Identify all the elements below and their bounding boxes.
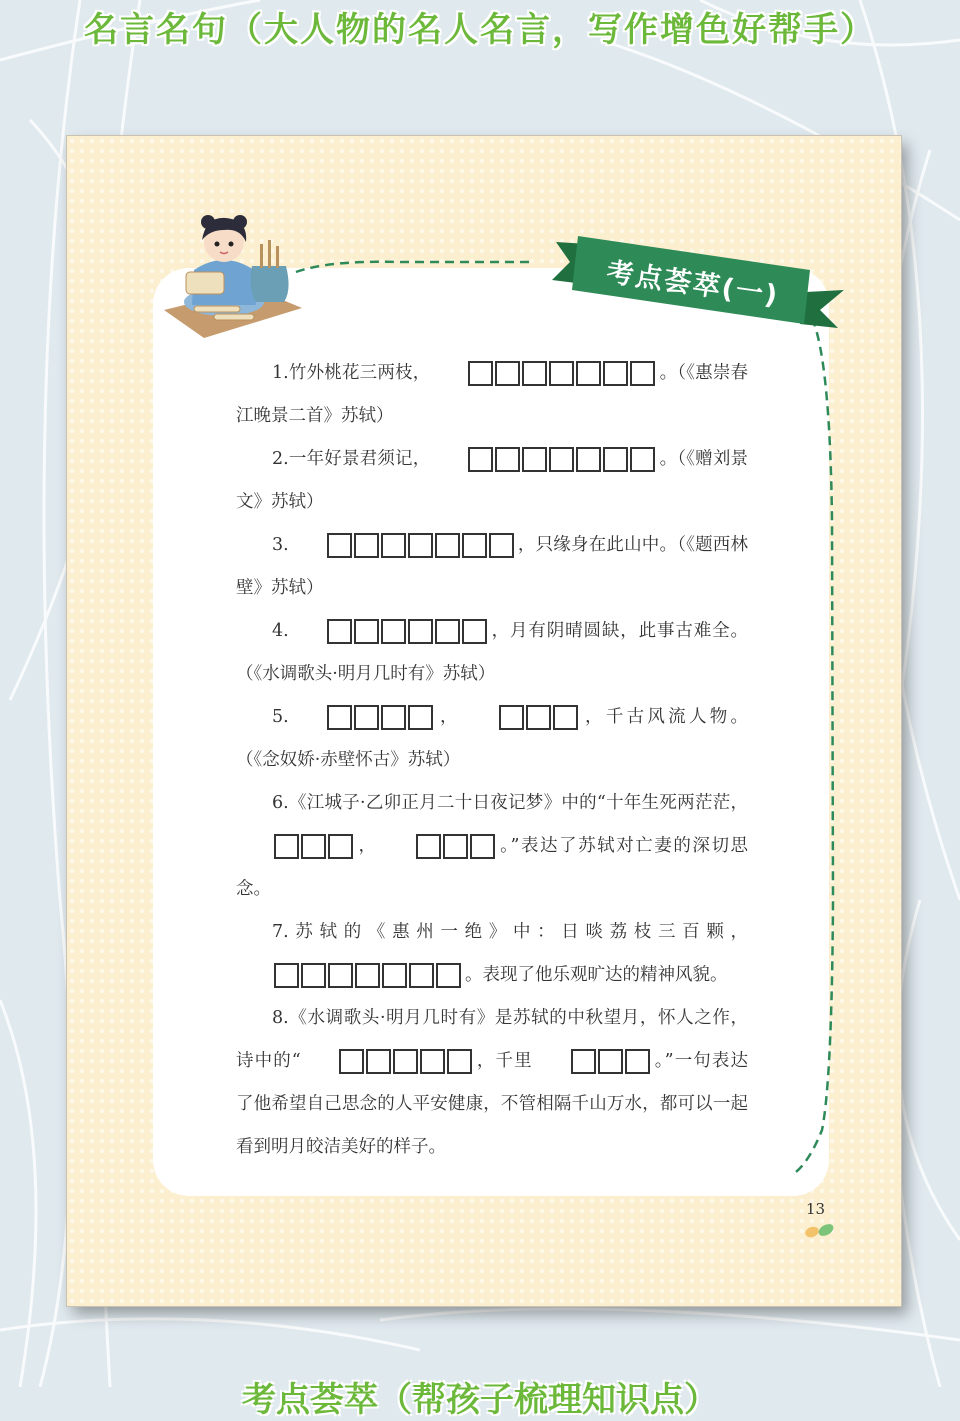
answer-box[interactable]	[409, 963, 434, 988]
answer-boxes[interactable]	[238, 834, 355, 859]
answer-box[interactable]	[447, 1049, 472, 1074]
answer-box[interactable]	[462, 533, 487, 558]
question-text-after: ，千古风流人物。（《念奴娇·赤壁怀古》苏轼）	[236, 707, 749, 770]
question-item	[236, 524, 748, 610]
answer-box[interactable]	[354, 533, 379, 558]
answer-box[interactable]	[576, 447, 601, 472]
leaf-icon	[800, 1218, 840, 1242]
question-number: 6.	[272, 793, 289, 813]
answer-box[interactable]	[274, 834, 299, 859]
answer-box[interactable]	[327, 705, 352, 730]
answer-box[interactable]	[495, 361, 520, 386]
answer-box[interactable]	[381, 619, 406, 644]
question-number: 5.	[272, 707, 289, 727]
answer-boxes[interactable]	[303, 1049, 474, 1074]
answer-box[interactable]	[553, 705, 578, 730]
question-number: 7.	[272, 922, 289, 942]
answer-box[interactable]	[339, 1049, 364, 1074]
answer-box[interactable]	[274, 963, 299, 988]
answer-box[interactable]	[462, 619, 487, 644]
answer-box[interactable]	[355, 963, 380, 988]
question-number: 2.	[272, 449, 289, 469]
question-text-before: 《江城子·乙卯正月二十日夜记梦》中的“十年生死两茫茫，	[288, 793, 748, 813]
question-text-middle: ，千里	[475, 1051, 533, 1071]
answer-box[interactable]	[603, 361, 628, 386]
answer-box[interactable]	[625, 1049, 650, 1074]
question-item	[236, 438, 748, 524]
answer-boxes[interactable]	[432, 447, 657, 472]
section-banner-title: 考点荟萃(一)	[604, 256, 782, 312]
answer-box[interactable]	[436, 963, 461, 988]
question-text-after: 。”一句表达了他希望自己思念的人平安健康，不管相隔千山万水，都可以一起看到明月皎洁美好的样子。	[236, 1051, 749, 1157]
answer-box[interactable]	[468, 361, 493, 386]
answer-box[interactable]	[576, 361, 601, 386]
answer-box[interactable]	[328, 963, 353, 988]
answer-box[interactable]	[495, 447, 520, 472]
answer-box[interactable]	[408, 705, 433, 730]
answer-boxes-second[interactable]	[380, 834, 497, 859]
question-number: 1.	[272, 363, 289, 383]
page-headline: 名言名句（大人物的名人名言，写作增色好帮手）	[84, 10, 876, 50]
answer-box[interactable]	[549, 361, 574, 386]
answer-box[interactable]	[499, 705, 524, 730]
answer-boxes[interactable]	[238, 963, 463, 988]
answer-box[interactable]	[328, 834, 353, 859]
question-number: 3.	[272, 535, 289, 555]
question-list	[236, 352, 748, 1169]
question-text-after: 。”表达了苏轼对亡妻的深切思念。	[236, 836, 749, 899]
answer-box[interactable]	[549, 447, 574, 472]
question-item	[236, 610, 748, 696]
question-text-middle: ，	[357, 836, 378, 856]
answer-box[interactable]	[382, 963, 407, 988]
question-text-after: 。表现了他乐观旷达的精神风貌。	[465, 965, 728, 985]
answer-boxes[interactable]	[291, 533, 516, 558]
girl-reading-illustration	[144, 210, 304, 340]
question-item	[236, 911, 748, 997]
answer-box[interactable]	[435, 619, 460, 644]
answer-box[interactable]	[354, 619, 379, 644]
question-text-after: ，月有阴晴圆缺，此事古难全。（《水调歌头·明月几时有》苏轼）	[236, 621, 748, 684]
answer-box[interactable]	[522, 447, 547, 472]
answer-box[interactable]	[489, 533, 514, 558]
answer-box[interactable]	[598, 1049, 623, 1074]
answer-boxes[interactable]	[432, 361, 657, 386]
answer-box[interactable]	[301, 963, 326, 988]
question-text-after: ，只缘身在此山中。（《题西林壁》苏轼）	[236, 535, 748, 598]
question-text-before: 一年好景君须记，	[288, 449, 431, 469]
answer-boxes[interactable]	[291, 705, 435, 730]
question-text-before: 《水调歌头·明月几时有》是苏轼的中秋望月，怀人之作，诗中的“	[236, 1008, 748, 1071]
answer-box[interactable]	[381, 705, 406, 730]
question-number: 4.	[272, 621, 289, 641]
answer-boxes-second[interactable]	[535, 1049, 652, 1074]
question-item	[236, 352, 748, 438]
answer-box[interactable]	[468, 447, 493, 472]
question-text-after: 。（《惠崇春江晚景二首》苏轼）	[236, 363, 749, 426]
answer-box[interactable]	[408, 619, 433, 644]
answer-boxes[interactable]	[291, 619, 489, 644]
answer-box[interactable]	[393, 1049, 418, 1074]
answer-box[interactable]	[571, 1049, 596, 1074]
answer-box[interactable]	[366, 1049, 391, 1074]
question-text-before: 苏轼的《惠州一绝》中：日啖荔枝三百颗，	[288, 922, 748, 942]
answer-box[interactable]	[420, 1049, 445, 1074]
next-page-headline: 考点荟萃（帮孩子梳理知识点）	[242, 1380, 718, 1420]
answer-boxes-second[interactable]	[463, 705, 580, 730]
question-text-before: 竹外桃花三两枝，	[288, 363, 431, 383]
answer-box[interactable]	[301, 834, 326, 859]
answer-box[interactable]	[443, 834, 468, 859]
question-item	[236, 782, 748, 911]
answer-box[interactable]	[603, 447, 628, 472]
question-text-after: 。（《赠刘景文》苏轼）	[236, 449, 749, 512]
question-number: 8.	[272, 1008, 289, 1028]
page-number: 13	[806, 1200, 826, 1218]
answer-box[interactable]	[522, 361, 547, 386]
question-item	[236, 696, 748, 782]
answer-box[interactable]	[408, 533, 433, 558]
answer-box[interactable]	[630, 447, 655, 472]
answer-box[interactable]	[327, 533, 352, 558]
answer-box[interactable]	[327, 619, 352, 644]
answer-box[interactable]	[381, 533, 406, 558]
question-text-middle: ，	[436, 707, 461, 727]
answer-box[interactable]	[354, 705, 379, 730]
question-item	[236, 997, 748, 1169]
answer-box[interactable]	[416, 834, 441, 859]
answer-box[interactable]	[435, 533, 460, 558]
answer-box[interactable]	[630, 361, 655, 386]
answer-box[interactable]	[526, 705, 551, 730]
answer-box[interactable]	[470, 834, 495, 859]
